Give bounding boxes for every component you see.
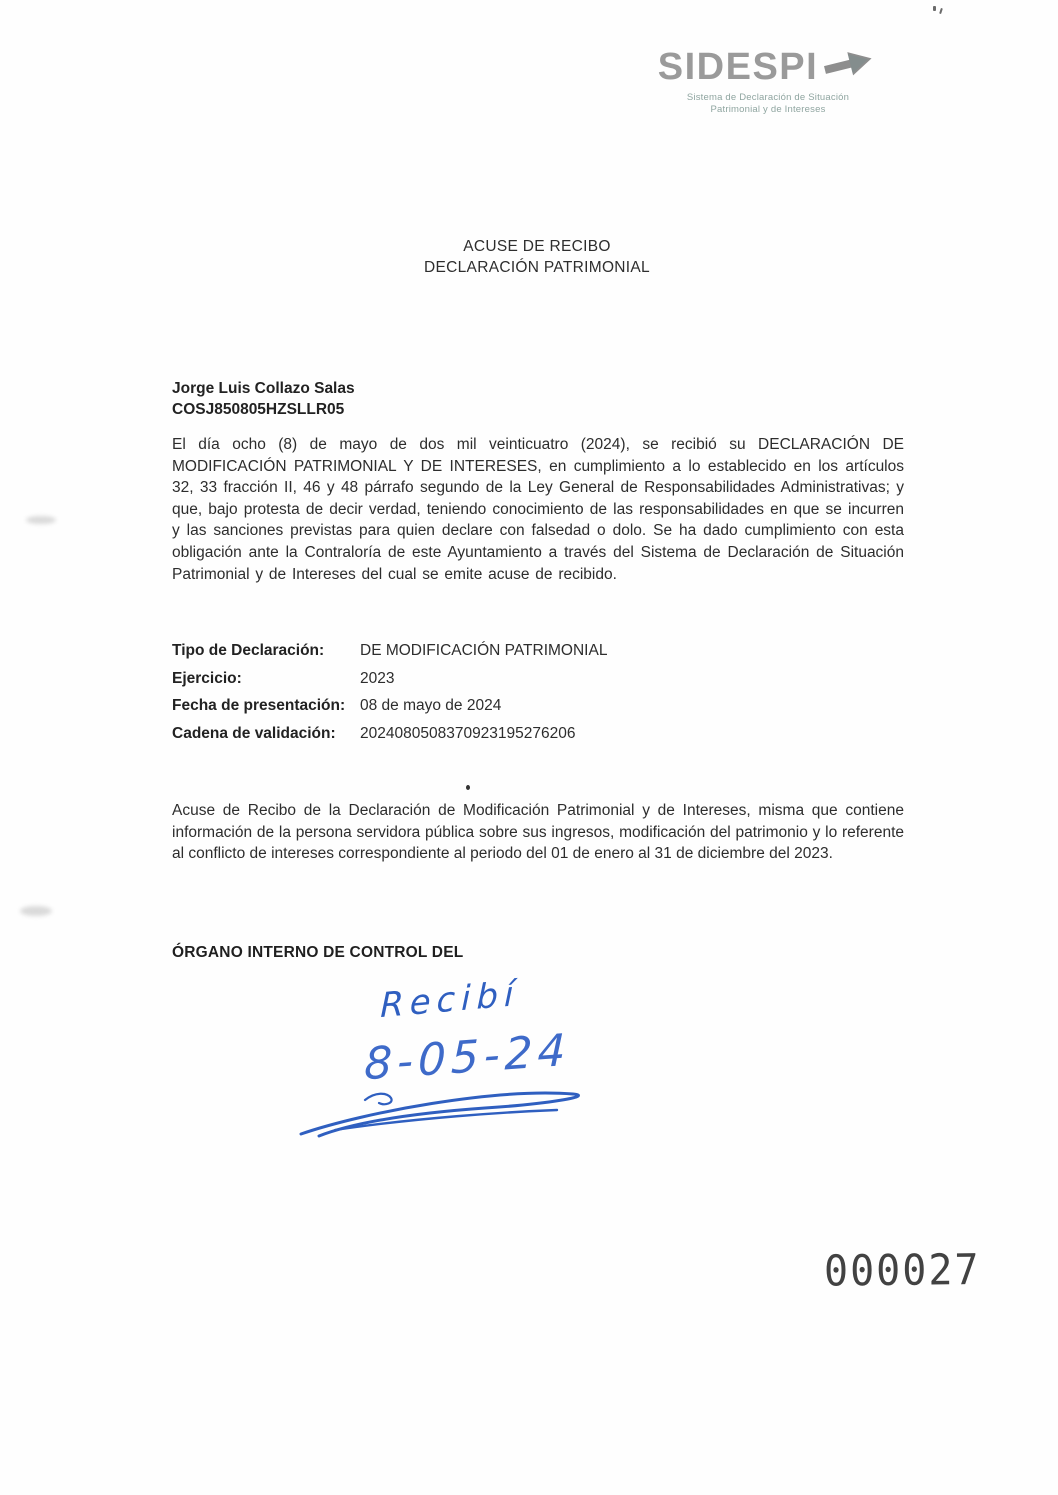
title-line2: DECLARACIÓN PATRIMONIAL — [424, 259, 650, 276]
scan-artifact-speck — [939, 8, 943, 14]
sidespi-logo-row — [648, 46, 888, 89]
sidespi-logo-subtitle-line1: Sistema de Declaración de Situación — [686, 92, 850, 103]
recipient-block — [172, 378, 355, 420]
field-row-ejercicio — [172, 668, 607, 689]
organ-heading: ÓRGANO INTERNO DE CONTROL DEL — [172, 944, 464, 961]
field-value: 2024080508370923195276206 — [360, 724, 576, 742]
body-paragraph: El día ocho (8) de mayo de dos mil veinticuatro (2024), se recibió su DECLARACIÓN DE MODIFICACIÓN PATRIMONIAL Y DE INTERESES, en cumplimiento a lo establecido en los artículos 32, 33 fracción II, 46 y 48 párrafo segundo de la Ley General de Responsabilidades Administrativas; y que, bajo protesta de decir verdad, teniendo conocimiento de las responsabilidades en que se incurren y las sanciones previstas para quien declare con falsedad o dolo. Se ha dado cumplimiento con esta obligación ante la Contraloría de este Ayuntamiento a través del Sistema de Declaración de Situación Patrimonial y de Intereses del cual se emite acuse de recibido. — [172, 436, 904, 583]
field-row-tipo — [172, 640, 607, 661]
field-label: Cadena de validación: — [172, 724, 336, 742]
folio-stamp: 000027 — [823, 1245, 981, 1297]
scan-artifact-speck — [933, 6, 936, 11]
field-label: Ejercicio: — [172, 669, 242, 687]
field-value: 2023 — [360, 669, 395, 687]
scan-artifact-smudge — [26, 516, 56, 524]
sidespi-logo-subtitle-line2: Patrimonial y de Intereses — [710, 104, 826, 115]
sidespi-logo-text: SIDESPI — [657, 46, 819, 88]
recipient-curp: COSJ850805HZSLLR05 — [172, 401, 345, 418]
closing-paragraph: Acuse de Recibo de la Declaración de Modificación Patrimonial y de Intereses, misma que contiene información de la persona servidora pública sobre sus ingresos, modificación del patrimonio y lo referente al conflicto de intereses correspondiente al periodo del 01 de enero al 31 de diciembre del 2023. — [172, 802, 904, 863]
fields-block — [172, 640, 607, 750]
sidespi-arrow-icon — [820, 40, 878, 86]
field-label: Tipo de Declaración: — [172, 642, 325, 659]
scan-artifact-smudge — [20, 906, 52, 916]
recipient-name: Jorge Luis Collazo Salas — [172, 380, 355, 397]
sidespi-logo — [648, 46, 888, 116]
handwritten-date: 8-05-24 — [363, 1024, 571, 1091]
handwritten-signature — [295, 1082, 605, 1146]
field-row-fecha — [172, 695, 607, 716]
handwritten-recibi: Recibí — [379, 973, 520, 1027]
title-line1: ACUSE DE RECIBO — [463, 238, 611, 255]
field-row-cadena — [172, 723, 607, 744]
sidespi-logo-subtitle — [648, 92, 888, 116]
scan-artifact-dot — [466, 785, 470, 790]
field-label: Fecha de presentación: — [172, 697, 346, 714]
field-value: DE MODIFICACIÓN PATRIMONIAL — [360, 642, 608, 659]
field-value: 08 de mayo de 2024 — [360, 697, 502, 714]
document-title — [0, 236, 1058, 278]
